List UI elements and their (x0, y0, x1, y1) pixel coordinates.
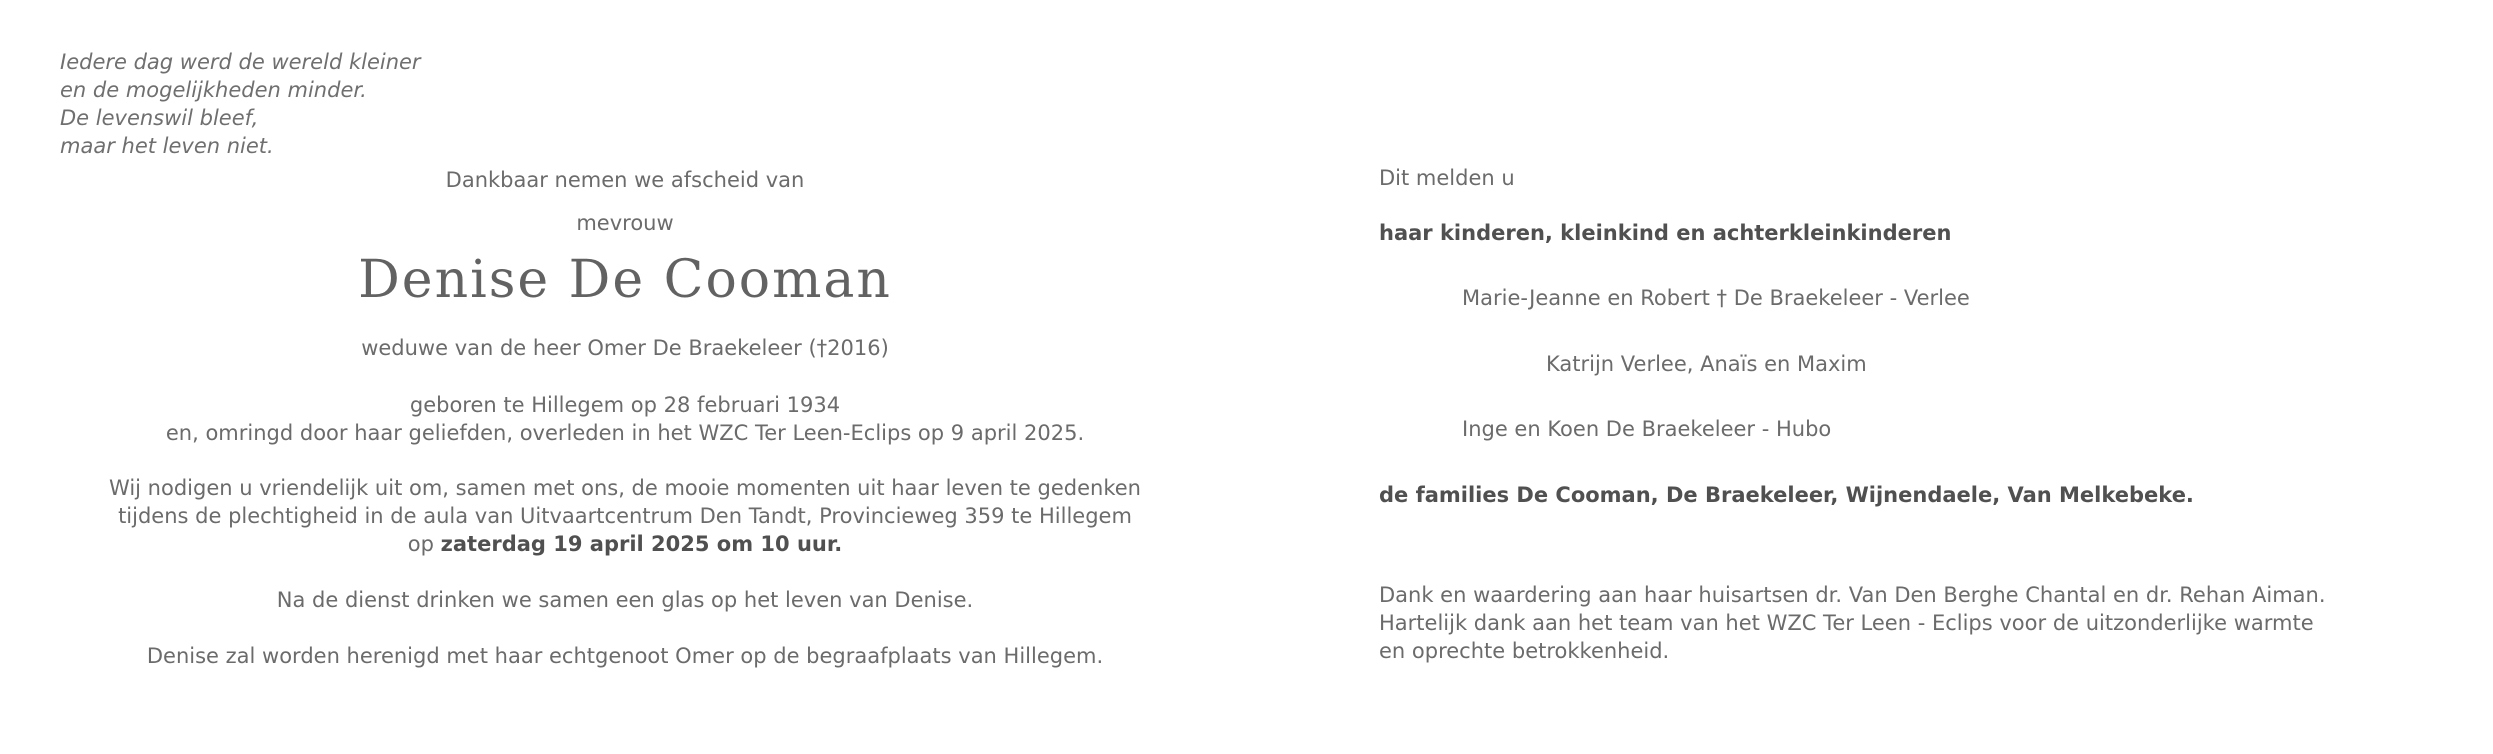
honorific: mevrouw (576, 211, 674, 235)
service-date: zaterdag 19 april 2025 om 10 uur. (440, 532, 843, 556)
thanks-line: Hartelijk dank aan het team van het WZC Ter Leen - Eclips voor de uitzonderlijke warmte (1379, 611, 2314, 635)
after-service-text: Na de dienst drinken we samen een glas op het leven van Denise. (276, 588, 974, 612)
birth-death-block (100, 391, 1150, 447)
family-member: Inge en Koen De Braekeleer - Hubo (1462, 417, 1832, 441)
family-member: Marie-Jeanne en Robert † De Braekeleer - Verlee (1462, 286, 1970, 310)
announce-text: Dit melden u (1379, 166, 1515, 190)
poem (60, 48, 580, 160)
intro-text: Dankbaar nemen we afscheid van (445, 168, 805, 192)
poem-line: Iedere dag werd de wereld kleiner (60, 50, 421, 74)
birth-line: geboren te Hillegem op 28 februari 1934 (409, 393, 841, 417)
children-heading: haar kinderen, kleinkind en achterkleinkinderen (1379, 221, 1952, 245)
poem-line: De levenswil bleef, (60, 106, 259, 130)
invite-date-prefix: op (407, 532, 441, 556)
invite-date-line (100, 530, 1150, 558)
thanks-line: Dank en waardering aan haar huisartsen dr. Van Den Berghe Chantal en dr. Rehan Aiman. (1379, 583, 2326, 607)
widow-text: weduwe van de heer Omer De Braekeleer (†2016) (361, 336, 889, 360)
deceased-name: Denise De Cooman (358, 250, 892, 310)
invitation-block (100, 474, 1150, 558)
families-heading: de families De Cooman, De Braekeleer, Wijnendaele, Van Melkebeke. (1379, 483, 2194, 507)
death-line: en, omringd door haar geliefden, overleden in het WZC Ter Leen-Eclips op 9 april 2025. (165, 421, 1085, 445)
invite-line: tijdens de plechtigheid in de aula van Uitvaartcentrum Den Tandt, Provincieweg 359 te Hillegem (118, 504, 1132, 528)
family-member: Katrijn Verlee, Anaïs en Maxim (1546, 352, 1867, 376)
invite-line: Wij nodigen u vriendelijk uit om, samen met ons, de mooie momenten uit haar leven te gedenken (109, 476, 1141, 500)
poem-line: en de mogelijkheden minder. (60, 78, 367, 102)
thanks-line: en oprechte betrokkenheid. (1379, 639, 1670, 663)
poem-line: maar het leven niet. (60, 134, 274, 158)
thanks-block (1379, 581, 2326, 665)
burial-text: Denise zal worden herenigd met haar echtgenoot Omer op de begraafplaats van Hillegem. (146, 644, 1104, 668)
